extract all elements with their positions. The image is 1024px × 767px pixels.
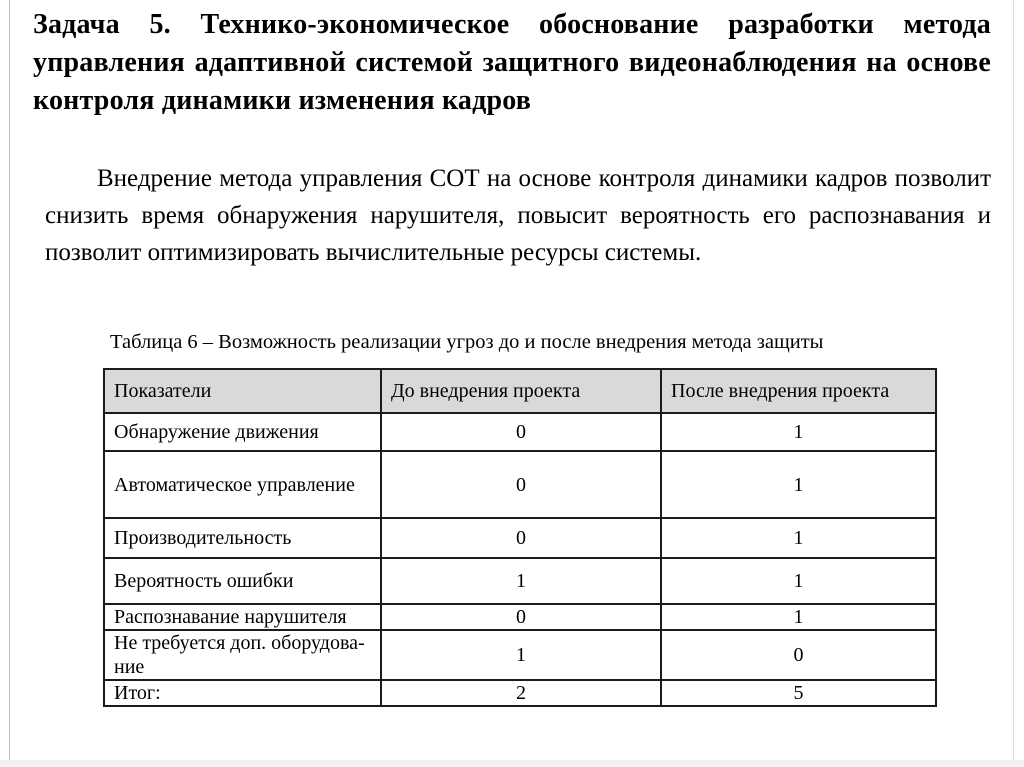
threats-table: [103, 368, 937, 707]
row-before-value: 0: [381, 518, 661, 558]
row-before-value: 1: [381, 558, 661, 604]
row-before-value: 0: [381, 604, 661, 630]
table-row: [104, 413, 936, 451]
row-before-value: 1: [381, 630, 661, 680]
col-header-after: После внедрения проекта: [661, 369, 936, 413]
bottom-strip: [0, 760, 1024, 767]
table-row: [104, 630, 936, 680]
page-edge-left: [9, 0, 10, 760]
body-paragraph: Внедрение метода управления СОТ на основе контроля динамики кадров позволит снизить время обнаружения нарушителя, повысит вероятность его распознавания и позволит оптимизировать вычислительные ресурсы системы.: [45, 165, 991, 266]
col-header-indicators: Показатели: [104, 369, 381, 413]
table-row: [104, 451, 936, 518]
row-after-value: 1: [661, 558, 936, 604]
table-header-row: [104, 369, 936, 413]
row-label: Автоматическое управление: [104, 451, 381, 518]
row-before-value: 0: [381, 413, 661, 451]
row-label: Вероятность ошибки: [104, 558, 381, 604]
table-row: [104, 680, 936, 706]
row-label: Обнаружение движения: [104, 413, 381, 451]
table-row: [104, 604, 936, 630]
slide-title: Задача 5. Технико-экономическое обоснование разработки метода управления адаптивной системой защитного видеонаблюдения на основе контроля динамики изменения кадров: [33, 9, 991, 116]
row-after-value: 1: [661, 518, 936, 558]
row-after-value: 1: [661, 451, 936, 518]
row-after-value: 5: [661, 680, 936, 706]
row-label: Итог:: [104, 680, 381, 706]
table-row: [104, 518, 936, 558]
row-after-value: 1: [661, 604, 936, 630]
row-label: Не требуется доп. оборудова-ние: [104, 630, 381, 680]
row-after-value: 0: [661, 630, 936, 680]
row-after-value: 1: [661, 413, 936, 451]
row-label: Распознавание нарушителя: [104, 604, 381, 630]
row-before-value: 2: [381, 680, 661, 706]
table-caption: Таблица 6 – Возможность реализации угроз до и после внедрения метода защиты: [110, 331, 824, 353]
col-header-before: До внедрения проекта: [381, 369, 661, 413]
page-edge-right: [1013, 0, 1014, 760]
row-before-value: 0: [381, 451, 661, 518]
table-row: [104, 558, 936, 604]
row-label: Производительность: [104, 518, 381, 558]
